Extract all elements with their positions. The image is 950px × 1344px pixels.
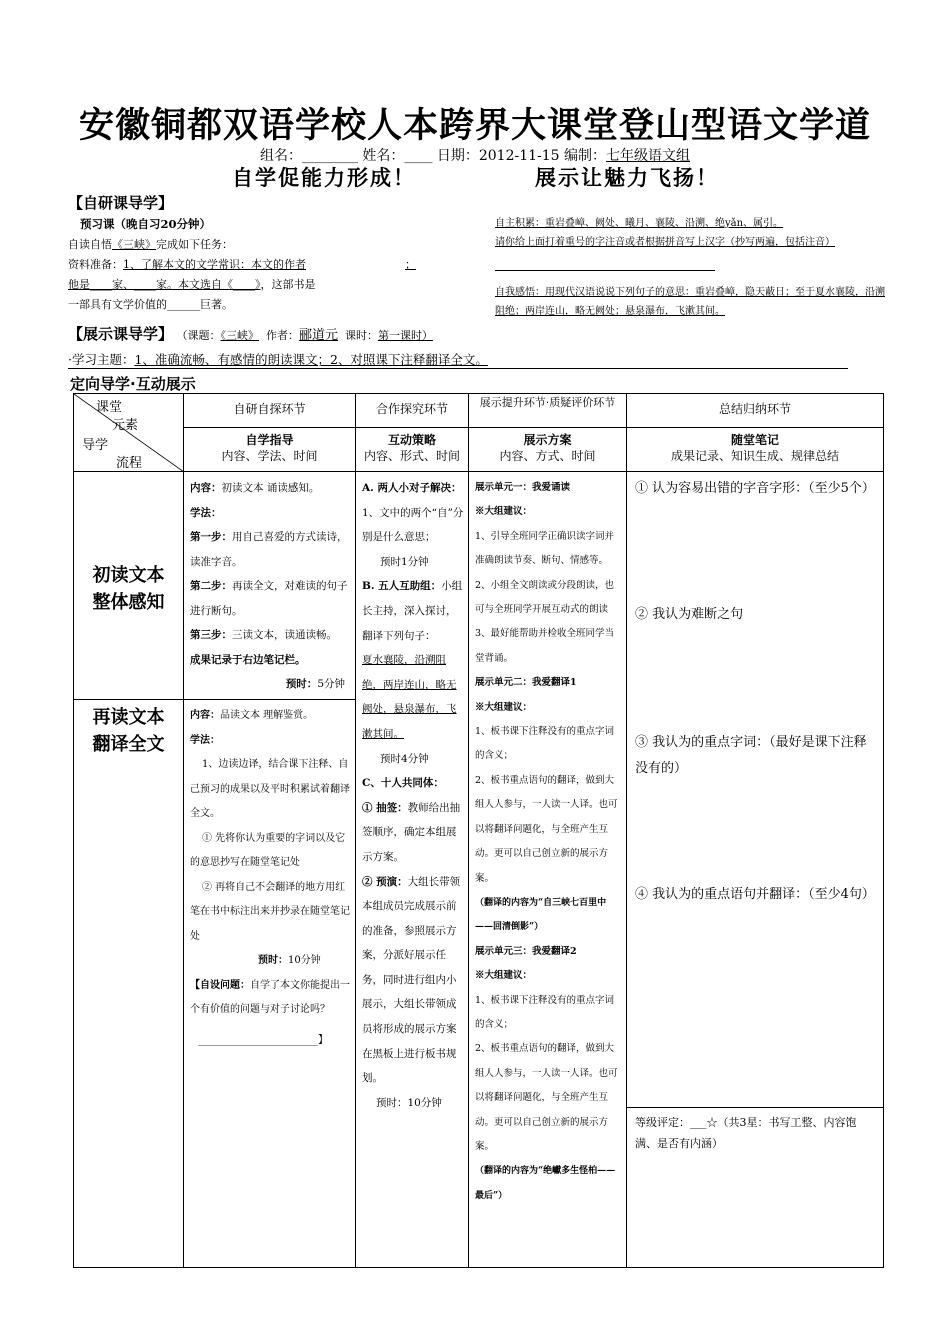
- unit-1-item: 1、引导全班同学正确识读字词并准确朗读节奏、断句、情感等。: [475, 530, 615, 567]
- c-time: 预时：10分钟: [376, 1096, 442, 1109]
- corner-label-1: 课堂: [96, 399, 123, 414]
- sub-head-sub: 内容、形式、时间: [363, 449, 460, 463]
- phonetic-task: 请你给上面打着重号的字注音或者根据拼音写上汉字（抄写两遍，包括注音）: [495, 237, 835, 248]
- sub-head-4: [627, 428, 884, 472]
- stage-2-self-study: [184, 700, 356, 1268]
- step-text: 三读文本，读通读畅。: [232, 629, 337, 641]
- sub-head-title: 展示方案: [523, 433, 572, 447]
- task-intro: 自读自悟: [68, 238, 112, 251]
- unit-3-title: 展示单元三：我爱翻译2: [475, 945, 577, 957]
- b-task: 小组长主持，深入探讨，翻译下列句子：: [362, 580, 463, 642]
- b-label: B. 五人互助组：: [362, 580, 442, 593]
- accumulate-line: 自主积累：重岩叠嶂、阙处、曦月、襄陵、沿溯、绝yǎn、属引。: [495, 218, 784, 229]
- identity-line: 他是____家、____家。本文选自: [68, 278, 222, 291]
- guide-table: [73, 393, 884, 1268]
- unit-1-title: 展示单元一：我爱诵读: [475, 482, 571, 493]
- author: 郦道元: [299, 328, 339, 343]
- notes-cell: [627, 472, 884, 1268]
- sub-head-sub: 内容、学法、时间: [221, 449, 318, 463]
- stage-1-line1: 初读文本: [92, 565, 165, 586]
- a-label: A. 两人小对子解决：: [362, 482, 462, 494]
- theme-line: [68, 350, 848, 369]
- stage-2-line2: 翻译全文: [92, 734, 165, 755]
- corner-label-4: 流程: [116, 455, 143, 470]
- sub-head-title: 自学指导: [245, 433, 294, 447]
- unit-2-suggestion: ※大组建议：: [475, 701, 533, 713]
- col-head-4: 总结归纳环节: [627, 394, 884, 428]
- unit-1-suggestion: ※大组建议：: [475, 506, 533, 518]
- book-title: 《三峡》: [112, 238, 156, 251]
- time-label: 预时：: [285, 678, 318, 690]
- period-label: 课时：: [345, 329, 379, 342]
- col-head-2: 合作探究环节: [356, 394, 469, 428]
- self-study-heading: 【自研课导学】: [68, 194, 174, 212]
- question-label: 【自设问题：: [190, 979, 250, 991]
- presentation-cell: [469, 472, 627, 1268]
- step-text: 再读全文，对难读的句子进行断句。: [190, 580, 348, 617]
- content: 品读文本 理解鉴赏。: [220, 710, 314, 721]
- author-label: 作者：: [266, 329, 300, 342]
- page-title: 安徽铜都双语学校人本跨界大课堂登山型语文学道: [78, 106, 871, 146]
- reflection-task: 自我感悟：用现代汉语说说下列句子的意思：重岩叠嶂，隐天蔽日；至于夏水襄陵，沿溯阻绝；两岸连山，略无阙处；悬泉瀑布，飞漱其间。: [495, 287, 885, 317]
- col-head-3: 展示提升环节·质疑评价环节: [469, 394, 627, 428]
- topic: 《三峡》: [220, 329, 260, 342]
- c1-label: ① 抽签：: [362, 801, 408, 814]
- stage-2-label: [74, 700, 184, 1268]
- stage-2-line1: 再读文本: [92, 707, 165, 728]
- unit-3-suggestion: ※大组建议：: [475, 970, 533, 982]
- time-label: 预时：: [258, 955, 288, 966]
- sub-head-1: [184, 428, 356, 472]
- unit-2-title: 展示单元二：我爱翻译1: [475, 677, 577, 689]
- c2-label: ② 预演：: [362, 875, 408, 888]
- sub-head-2: [356, 428, 469, 472]
- content: 初读文本 诵读感知。: [221, 482, 320, 494]
- a-time: 预时1分钟: [380, 555, 429, 568]
- sub-head-title: 随堂笔记: [730, 433, 779, 447]
- topic-label: （课题：: [176, 329, 221, 342]
- slogan-right: 展示让魅力飞扬！: [535, 165, 719, 190]
- content-label: 内容：: [190, 482, 222, 494]
- method-label: 学法：: [190, 734, 220, 746]
- period: 第一课时）: [378, 329, 434, 342]
- editor-name: 七年级语文组: [606, 148, 691, 164]
- self-study-subheading: 预习课（晚自习20分钟）: [80, 217, 212, 231]
- self-study-left: [68, 235, 488, 315]
- time-value: 5分钟: [317, 678, 345, 690]
- self-study-right: [495, 214, 888, 321]
- question-text: 自学了本文你能提出一个有价值的问题与对子讨论吗？: [190, 979, 350, 1015]
- cooperation-cell: [356, 472, 469, 1268]
- method-label: 学法：: [190, 506, 222, 519]
- sub-head-sub: 内容、方式、时间: [499, 449, 596, 463]
- step-text: 用自己喜爱的方式读诗，读准字音。: [190, 531, 348, 568]
- method-item: 1、边读边译，结合课下注释、自己预习的成果以及平时积累试着翻译全文。: [190, 759, 350, 819]
- unit-2-item: 2、板书重点语句的翻译，做到大组人人参与，一人读一人译。也可以将翻译问题化，与全班产生互动。更可以自己创立新的展示方案。: [475, 774, 618, 884]
- show-header: [68, 323, 433, 344]
- author-blank: ；: [405, 258, 416, 271]
- theme-label: ·学习主题：: [68, 352, 135, 367]
- name-blank: ____: [404, 148, 433, 164]
- stage-1-label: [74, 472, 184, 700]
- unit-3-item: 2、板书重点语句的翻译，做到大组人人参与，一人读一人译。也可以将翻译问题化，与全班产生互动。更可以自己创立新的展示方案。: [475, 1043, 618, 1152]
- stage-1-line2: 整体感知: [92, 592, 165, 613]
- theme: 1、准确流畅、有感情的朗读课文；2、对照课下注释翻译全文。: [134, 352, 488, 367]
- blank-line: [495, 252, 715, 271]
- step-label: 第一步：: [190, 531, 232, 543]
- source-book: 《____》: [222, 278, 261, 291]
- step-label: 第二步：: [190, 580, 232, 592]
- guide-heading: 定向导学·互动展示: [70, 375, 196, 393]
- unit-2-range: （翻译的内容为“自三峡七百里中——回清倒影”）: [475, 897, 607, 933]
- col-head-1: 自研自探环节: [184, 394, 356, 428]
- c2-text: 大组长带领本组成员完成展示前的准备，参照展示方案，分派好展示任务，同时进行组内小展示，大组长带领成员将形成的展示方案在黑板上进行板书规划。: [362, 875, 461, 1085]
- c-label: C、十人共同体：: [362, 777, 444, 790]
- content-label: 内容：: [190, 710, 220, 721]
- unit-1-item: 2、小组全文朗读或分段朗读，也可与全班同学开展互动式的朗读: [475, 579, 615, 616]
- material-label: 资料准备：: [68, 258, 123, 271]
- a-task: 1、文中的两个“自”分别是什么意思；: [362, 506, 464, 544]
- sub-head-sub: 成果记录、知识生成、规律总结: [670, 449, 839, 463]
- unit-3-item: 1、板书课下注释没有的重点字词的含义；: [475, 994, 615, 1030]
- time-value: 10分钟: [288, 955, 321, 966]
- c1-text: 教师给出抽签顺序，确定本组展示方案。: [362, 801, 461, 863]
- step-label: 第三步：: [190, 629, 232, 641]
- stage-1-self-study: [184, 472, 356, 700]
- note-3: ③ 我认为的重点字词：（最好是课下注释没有的）: [635, 735, 867, 776]
- note-2: ② 我认为难断之句: [635, 607, 744, 622]
- source-line-end: ，这部书是: [260, 278, 316, 291]
- group-label: 组名：: [259, 148, 302, 164]
- group-blank: ________: [301, 148, 358, 164]
- method-item: ② 再将自己不会翻译的地方用红笔在书中标注出来并抄录在随堂笔记处: [190, 881, 350, 942]
- method-item: ① 先将你认为重要的字词以及它的意思抄写在随堂笔记处: [190, 832, 346, 868]
- sub-head-3: [469, 428, 627, 472]
- name-label: 姓名：: [362, 148, 405, 164]
- evaluation: 等级评定：___☆（共3星：书写工整、内容饱满、是否有内涵）: [635, 1116, 857, 1150]
- sub-head-title: 互动策略: [387, 433, 436, 447]
- corner-label-3: 导学: [82, 437, 109, 452]
- corner-cell: [74, 394, 184, 472]
- unit-1-item: 3、最好能帮助并检收全班同学当堂背诵。: [475, 628, 615, 664]
- show-heading: 【展示课导学】: [68, 325, 174, 343]
- slogan-left: 自学促能力形成！: [232, 165, 416, 190]
- b-time: 预时4分钟: [380, 752, 429, 765]
- notes-area: [627, 472, 883, 1108]
- record-note: 成果记录于右边笔记栏。: [190, 653, 306, 666]
- meta-line: [0, 145, 950, 165]
- unit-2-item: 1、板书课下注释没有的重点字词的含义；: [475, 726, 615, 762]
- question-blank: ________________________】: [198, 1034, 328, 1046]
- date-editor: 日期：2012-11-15 编制：: [436, 148, 607, 164]
- note-4: ④ 我认为的重点语句并翻译：（至少4句）: [635, 887, 875, 902]
- note-1: ① 认为容易出错的字音字形：（至少5个）: [635, 481, 875, 496]
- value-line: 一部具有文学价值的______巨著。: [68, 298, 233, 311]
- material-task: 1、了解本文的文学常识：本文的作者: [123, 258, 306, 271]
- corner-label-2: 元素: [112, 417, 139, 432]
- task-intro-end: 完成如下任务：: [156, 238, 233, 251]
- unit-3-range: （翻译的内容为“绝巘多生怪柏——最后”）: [475, 1166, 616, 1201]
- b-quote: 夏水襄陵，沿溯阻绝，两岸连山，略无阙处，悬泉瀑布，飞漱其间。: [362, 654, 457, 740]
